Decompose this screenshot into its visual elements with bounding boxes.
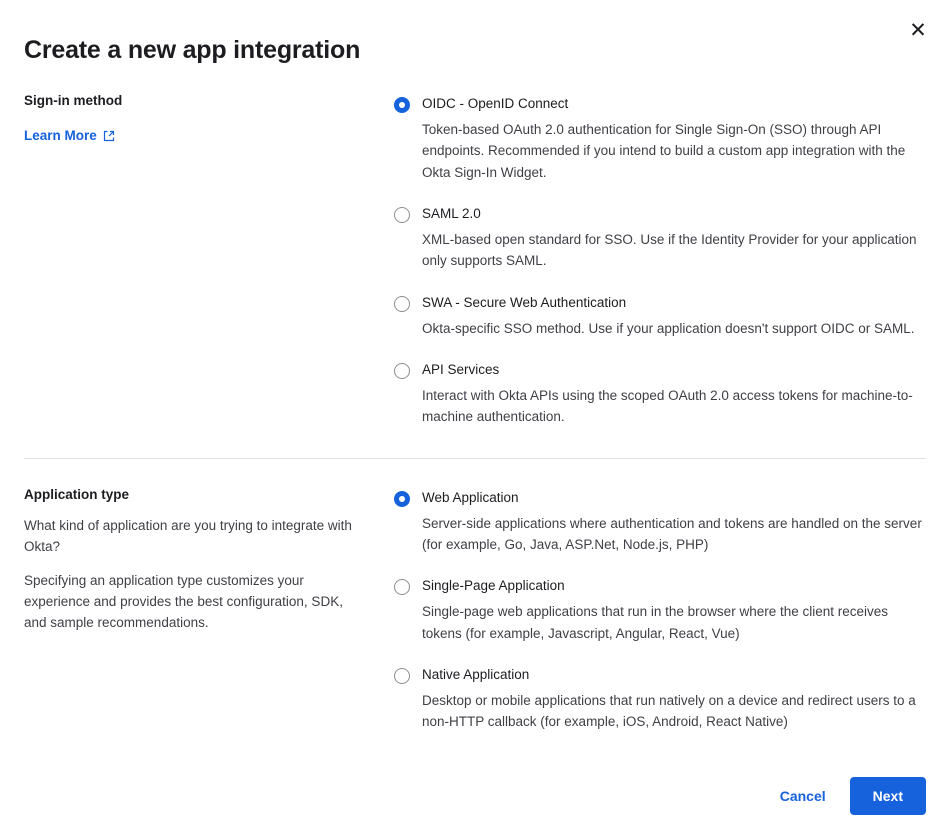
application-type-options	[394, 487, 926, 733]
radio-option-saml[interactable]	[394, 205, 926, 272]
radio-option-single-page-application[interactable]	[394, 577, 926, 644]
option-title: SAML 2.0	[422, 205, 481, 221]
option-title: Web Application	[422, 489, 519, 505]
sign-in-method-left	[24, 93, 394, 428]
option-description: XML-based open standard for SSO. Use if the Identity Provider for your application only supports SAML.	[422, 231, 917, 269]
option-description: Token-based OAuth 2.0 authentication for Single Sign-On (SSO) through API endpoints. Recommended if you intend to build a custom app integration with the Okta Sign-In Widget.	[422, 122, 906, 180]
radio-indicator[interactable]	[394, 296, 410, 312]
learn-more-link[interactable]	[24, 128, 115, 143]
option-description: Server-side applications where authentication and tokens are handled on the server (for example, Go, Java, ASP.Net, Node.js, PHP)	[422, 515, 922, 552]
radio-option-native-application[interactable]	[394, 666, 926, 733]
learn-more-label: Learn More	[24, 128, 97, 143]
application-type-description-1: What kind of application are you trying to integrate with Okta?	[24, 517, 352, 554]
radio-indicator[interactable]	[394, 97, 410, 113]
option-title: SWA - Secure Web Authentication	[422, 294, 627, 310]
application-type-left	[24, 487, 394, 733]
radio-indicator[interactable]	[394, 363, 410, 379]
page-title: Create a new app integration	[24, 36, 361, 64]
radio-option-swa[interactable]	[394, 294, 926, 339]
option-title: Single-Page Application	[422, 578, 565, 594]
sign-in-method-label: Sign-in method	[24, 93, 123, 108]
application-type-description-2: Specifying an application type customizes your experience and provides the best configuration, SDK, and sample recommendations.	[24, 573, 343, 631]
sign-in-method-section	[0, 65, 950, 428]
option-description: Interact with Okta APIs using the scoped OAuth 2.0 access tokens for machine-to-machine authentication.	[422, 387, 913, 425]
option-description: Desktop or mobile applications that run natively on a device and redirect users to a non-HTTP callback (for example, iOS, Android, React Native)	[422, 692, 916, 730]
radio-indicator[interactable]	[394, 668, 410, 684]
external-link-icon	[103, 130, 115, 142]
radio-option-web-application[interactable]	[394, 489, 926, 556]
radio-indicator[interactable]	[394, 579, 410, 595]
next-button[interactable]: Next	[850, 777, 926, 815]
option-title: OIDC - OpenID Connect	[422, 96, 569, 111]
option-title: Native Application	[422, 666, 530, 682]
sign-in-method-options	[394, 93, 926, 428]
radio-option-api-services[interactable]	[394, 361, 926, 428]
radio-indicator[interactable]	[394, 491, 410, 507]
option-title: API Services	[422, 361, 500, 377]
close-icon[interactable]: ✕	[904, 17, 932, 45]
cancel-button[interactable]: Cancel	[766, 778, 840, 814]
option-description: Okta-specific SSO method. Use if your application doesn't support OIDC or SAML.	[422, 320, 915, 336]
radio-option-oidc[interactable]	[394, 95, 926, 183]
application-type-label: Application type	[24, 486, 130, 502]
option-description: Single-page web applications that run in the browser where the client receives tokens (for example, Javascript, Angular, React, Vue)	[422, 604, 889, 641]
application-type-section	[0, 459, 950, 733]
radio-indicator[interactable]	[394, 207, 410, 223]
dialog-footer	[0, 762, 950, 830]
